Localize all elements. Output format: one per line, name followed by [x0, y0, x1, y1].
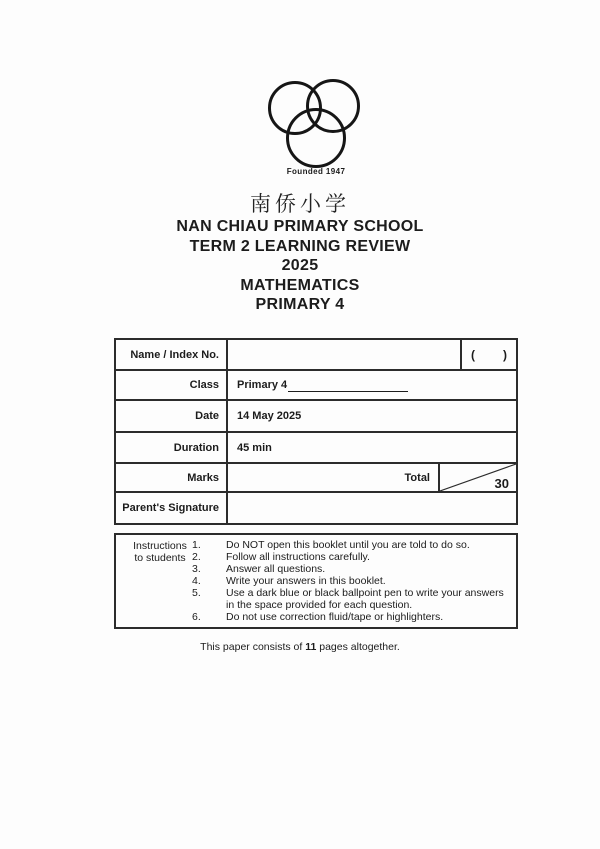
instruction-text: Write your answers in this booklet.	[226, 575, 386, 587]
marks-field	[228, 464, 438, 491]
instruction-item	[192, 611, 511, 623]
instruction-number: 1.	[192, 539, 201, 551]
class-label: Class	[116, 371, 228, 399]
table-row-class	[116, 371, 516, 401]
instructions-label-line2: to students	[134, 552, 186, 564]
exam-year: 2025	[281, 257, 319, 274]
table-row-name-index	[116, 340, 516, 371]
index-number-cell	[460, 340, 516, 369]
exam-title: TERM 2 LEARNING REVIEW	[189, 237, 411, 255]
duration-label: Duration	[116, 433, 228, 462]
candidate-info-table	[114, 338, 518, 525]
instruction-number: 6.	[192, 611, 201, 623]
instruction-item	[192, 563, 511, 575]
parent-signature-label: Parent's Signature	[116, 493, 228, 523]
class-value: Primary 4	[237, 379, 288, 391]
instruction-text: Answer all questions.	[226, 563, 326, 575]
total-marks-box	[438, 464, 516, 491]
logo-circle-icon	[286, 108, 346, 168]
school-crest-logo	[260, 74, 380, 184]
marks-label: Marks	[116, 464, 228, 491]
instruction-item	[192, 575, 511, 587]
table-row-date	[116, 401, 516, 433]
open-paren: (	[471, 347, 475, 362]
page-count-prefix: This paper consists of	[200, 641, 306, 653]
instruction-number: 5.	[192, 587, 201, 599]
instructions-list	[192, 539, 511, 623]
instruction-text: Do NOT open this booklet until you are told to do so.	[226, 539, 470, 551]
name-index-label: Name / Index No.	[116, 340, 228, 369]
instruction-item	[192, 539, 511, 551]
page-count-note	[0, 641, 600, 653]
exam-subject: MATHEMATICS	[240, 276, 360, 294]
instruction-number: 4.	[192, 575, 201, 587]
class-blank-line	[288, 379, 408, 392]
name-field	[228, 340, 460, 369]
table-row-duration	[116, 433, 516, 464]
instruction-text: Do not use correction fluid/tape or highlighters.	[226, 611, 444, 623]
exam-level: PRIMARY 4	[255, 296, 345, 313]
class-field	[228, 371, 516, 399]
total-marks-value: 30	[494, 476, 509, 491]
close-paren: )	[503, 347, 507, 362]
instructions-label	[122, 540, 198, 564]
page-count-value: 11	[305, 641, 317, 653]
instruction-item	[192, 587, 511, 611]
instructions-box	[114, 533, 518, 629]
date-label: Date	[116, 401, 228, 431]
table-row-parent-signature	[116, 493, 516, 523]
logo-founded-caption: Founded 1947	[286, 167, 346, 176]
exam-header	[0, 192, 600, 315]
total-label: Total	[404, 471, 430, 484]
duration-value: 45 min	[237, 441, 272, 454]
instruction-text: Use a dark blue or black ballpoint pen to write your answers in the space provided for each question.	[226, 587, 504, 611]
instruction-text: Follow all instructions carefully.	[226, 551, 370, 563]
table-row-marks	[116, 464, 516, 493]
parent-signature-field	[228, 493, 516, 523]
school-name-chinese: 南侨小学	[250, 192, 350, 216]
date-value: 14 May 2025	[237, 410, 302, 422]
instruction-item	[192, 551, 511, 563]
school-name: NAN CHIAU PRIMARY SCHOOL	[176, 218, 424, 235]
instructions-label-line1: Instructions	[133, 540, 187, 552]
page-count-suffix: pages altogether.	[316, 641, 400, 653]
instruction-number: 2.	[192, 551, 201, 563]
instruction-number: 3.	[192, 563, 201, 575]
